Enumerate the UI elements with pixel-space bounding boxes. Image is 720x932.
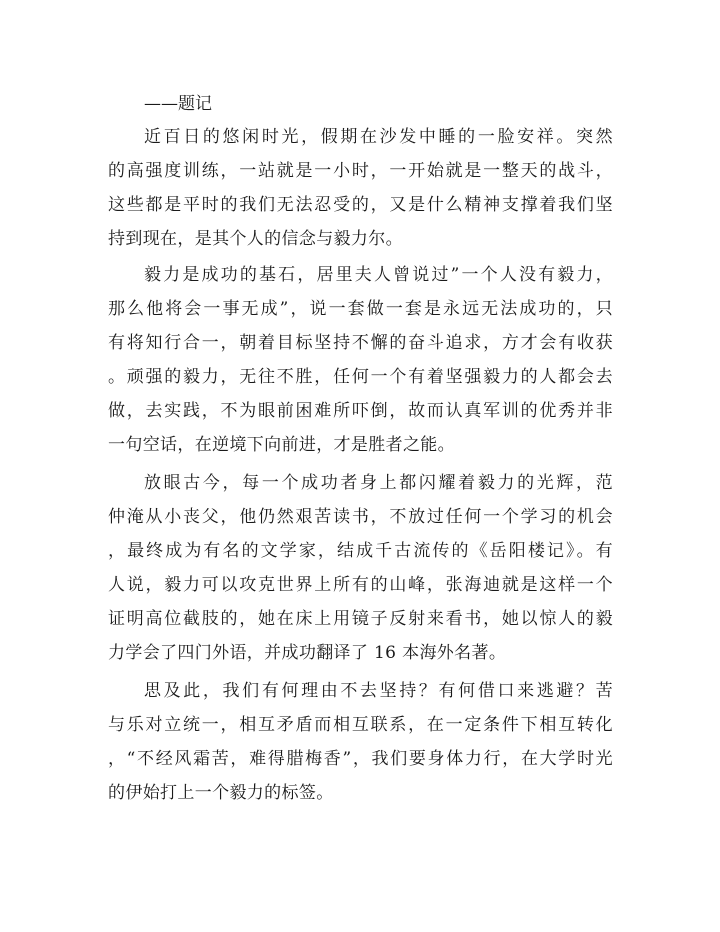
- paragraph-line: 持到现在，是其个人的信念与毅力尔。: [108, 229, 403, 249]
- epigraph: ——题记: [144, 94, 212, 114]
- paragraph-line: 近百日的悠闲时光，假期在沙发中睡的一脸安祥。突然: [144, 127, 613, 147]
- paragraph-line: 有将知行合一，朝着目标坚持不懈的奋斗追求，方才会有收获: [108, 333, 613, 353]
- paragraph-line: 做，去实践，不为眼前困难所吓倒，故而认真军训的优秀并非: [108, 401, 613, 421]
- paragraph-line: ，“不经风霜苦，难得腊梅香”，我们要身体力行，在大学时光: [108, 749, 613, 769]
- paragraph-line: ，最终成为有名的文学家，结成千古流传的《岳阳楼记》。有: [108, 541, 613, 561]
- paragraph-line: 的伊始打上一个毅力的标签。: [108, 783, 334, 803]
- paragraph-line: 人说，毅力可以攻克世界上所有的山峰，张海迪就是这样一个: [108, 575, 613, 595]
- paragraph-line: 仲淹从小丧父，他仍然艰苦读书，不放过任何一个学习的机会: [108, 507, 613, 527]
- paragraph-3: [108, 466, 613, 670]
- paragraph-line: 毅力是成功的基石，居里夫人曾说过”一个人没有毅力，: [144, 265, 613, 285]
- paragraph-line: 。顽强的毅力，无往不胜，任何一个有着坚强毅力的人都会去: [108, 367, 613, 387]
- paragraph-line: 证明高位截肢的，她在床上用镜子反射来看书，她以惊人的毅: [108, 609, 613, 629]
- paragraph-line: 与乐对立统一，相互矛盾而相互联系，在一定条件下相互转化: [108, 715, 613, 735]
- paragraph-2: [108, 258, 613, 462]
- paragraph-line: 力学会了四门外语，并成功翻译了 16 本海外名著。: [108, 643, 507, 663]
- paragraph-line: 思及此，我们有何理由不去坚持？有何借口来逃避？苦: [144, 681, 613, 701]
- paragraph-1: [108, 120, 613, 256]
- paragraph-line: 这些都是平时的我们无法忍受的，又是什么精神支撑着我们坚: [108, 195, 613, 215]
- paragraph-line: 一句空话，在逆境下向前进，才是胜者之能。: [108, 435, 455, 455]
- paragraph-4: [108, 674, 613, 810]
- paragraph-line: 放眼古今，每一个成功者身上都闪耀着毅力的光辉，范: [144, 473, 613, 493]
- paragraph-line: 那么他将会一事无成”，说一套做一套是永远无法成功的，只: [108, 299, 613, 319]
- paragraph-line: 的高强度训练，一站就是一小时，一开始就是一整天的战斗，: [108, 161, 613, 181]
